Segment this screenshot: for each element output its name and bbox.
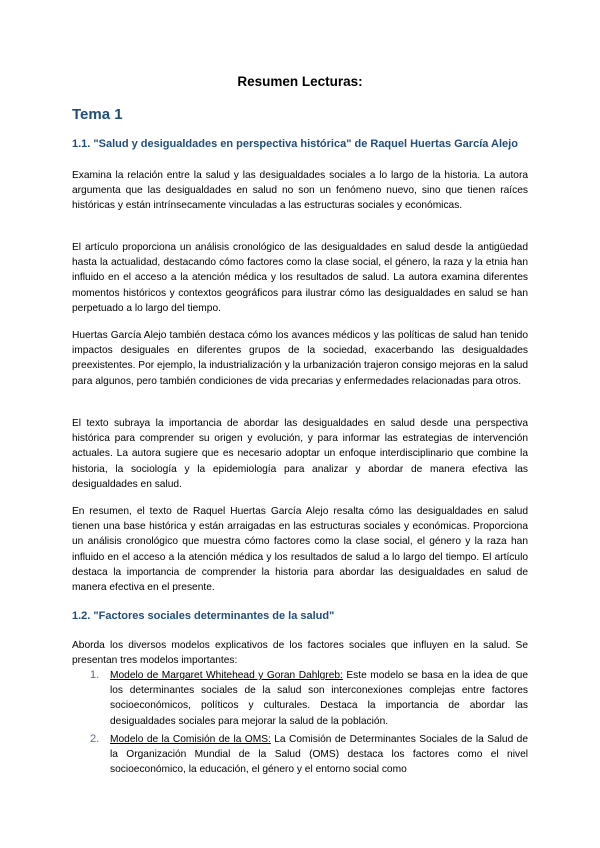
list-item (90, 732, 528, 778)
models-list (90, 668, 528, 780)
paragraph-1: Examina la relación entre la salud y las desigualdades sociales a lo largo de la historia. La autora argumenta que las desigualdades en salud no son un fenómeno nuevo, sino que tienen raíces históricas y están intrínsecamente vinculadas a las estructuras sociales y económicas. (72, 170, 528, 212)
list-item-text: Este modelo se basa en la idea de que los determinantes sociales de la salud son interconexiones complejas entre factores socioeconómicos, políticos y culturales. Destaca la importancia de abordar las desigualdades sociales para mejorar la salud de la población. (110, 670, 528, 727)
subsection-heading-1-2: 1.2. "Factores sociales determinantes de la salud" (72, 610, 335, 622)
paragraph-intro-1-2: Aborda los diversos modelos explicativos de los factores sociales que influyen en la salud. Se presentan tres modelos importantes: (72, 640, 528, 667)
list-item-number: 2. (90, 732, 100, 745)
paragraph-5: En resumen, el texto de Raquel Huertas García Alejo resalta cómo las desigualdades en salud tienen una base histórica y están arraigadas en las estructuras sociales y económicas. Proporciona un análisis cronológico que muestra cómo factores como la clase social, el género y la raza han influido en el acceso a la atención médica y los resultados de salud a lo largo del tiempo. El artículo destaca la importancia de comprender la historia para abordar las desigualdades en salud de manera efectiva en el presente. (72, 506, 528, 594)
list-item-title: Modelo de la Comisión de la OMS: (110, 733, 271, 745)
list-item-text: La Comisión de Determinantes Sociales de la Salud de la Organización Mundial de la Salud (OMS) destaca los factores como el nivel socioeconómico, la educación, el género y el entorno social como (110, 733, 528, 776)
list-item (90, 668, 528, 729)
list-item-title: Modelo de Margaret Whitehead y Goran Dahlgreb: (110, 670, 343, 681)
section-heading-tema-1: Tema 1 (72, 106, 123, 123)
subsection-heading-1-1: 1.1. "Salud y desigualdades en perspectiva histórica" de Raquel Huertas García Alejo (72, 138, 518, 150)
paragraph-4: El texto subraya la importancia de abordar las desigualdades en salud desde una perspectiva histórica para comprender su origen y evolución, y para informar las estrategias de intervención actuales. La autora sugiere que es necesario adoptar un enfoque interdisciplinario que combine la historia, la sociología y la epidemiología para analizar y abordar de manera efectiva las desigualdades en salud. (72, 418, 528, 490)
list-item-number: 1. (90, 669, 100, 681)
document-title: Resumen Lecturas: (237, 74, 363, 89)
paragraph-2: El artículo proporciona un análisis cronológico de las desigualdades en salud desde la antigüedad hasta la actualidad, destacando cómo factores como la clase social, el género, la raza y la etnia han influido en el acceso a la atención médica y los resultados de salud. La autora examina diferentes momentos históricos y contextos geográficos para ilustrar cómo las desigualdades en salud se han perpetuado a lo largo del tiempo. (72, 242, 528, 314)
paragraph-3: Huertas García Alejo también destaca cómo los avances médicos y las políticas de salud han tenido impactos desiguales en diferentes grupos de la sociedad, exacerbando las desigualdades preexistentes. Por ejemplo, la industrialización y la urbanización trajeron consigo mejoras en la salud para algunos, pero también condiciones de vida precarias y enfermedades relacionadas para otros. (72, 330, 528, 387)
